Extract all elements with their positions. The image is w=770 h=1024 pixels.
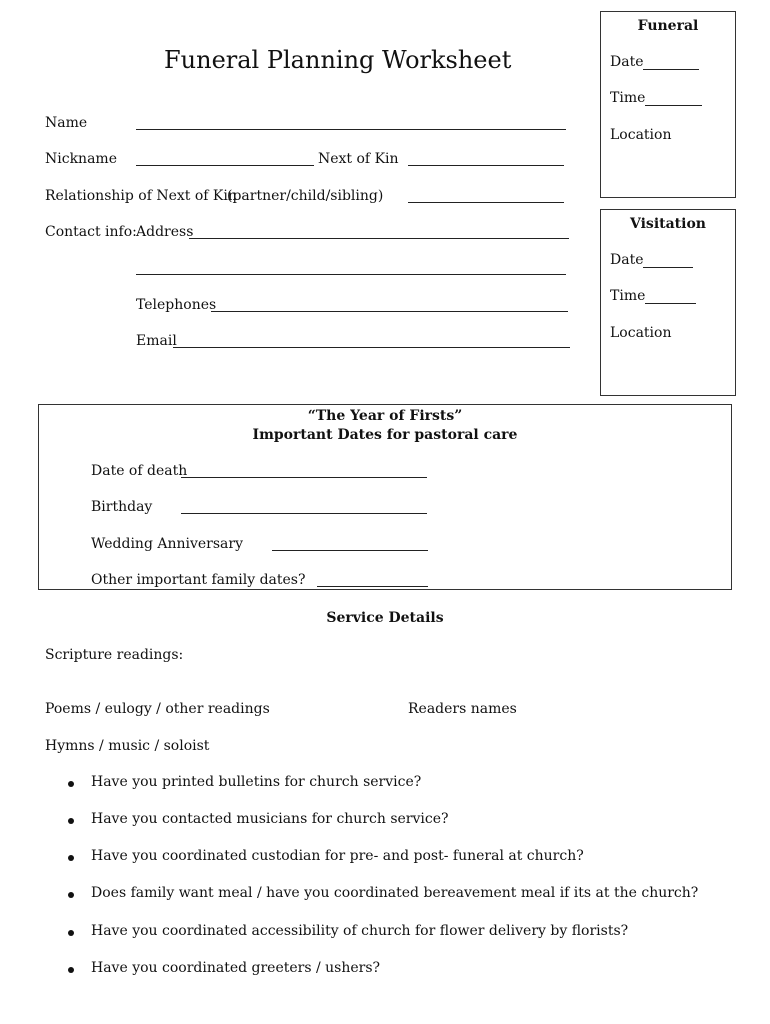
year-of-firsts-subheading: Important Dates for pastoral care	[252, 427, 518, 443]
bullet-icon	[68, 855, 74, 861]
other-dates-label: Other important family dates?	[91, 572, 306, 588]
email-field[interactable]	[173, 347, 570, 348]
relationship-hint: (partner/child/sibling)	[227, 188, 384, 204]
date-of-death-label: Date of death	[91, 463, 188, 479]
birthday-field[interactable]	[181, 513, 427, 514]
funeral-box	[600, 11, 736, 198]
telephones-field[interactable]	[211, 311, 568, 312]
year-of-firsts-heading: “The Year of Firsts”	[307, 408, 463, 424]
name-label: Name	[45, 115, 88, 131]
birthday-label: Birthday	[91, 499, 153, 515]
page-title: Funeral Planning Worksheet	[164, 46, 512, 74]
funeral-location-label: Location	[610, 127, 672, 143]
year-of-firsts-box	[38, 404, 732, 590]
checklist-item-meal: Does family want meal / have you coordinated bereavement meal if its at the church?	[91, 885, 699, 901]
bullet-icon	[68, 967, 74, 973]
nickname-field[interactable]	[136, 165, 314, 166]
telephones-label: Telephones	[136, 297, 217, 313]
visitation-time-field[interactable]	[645, 303, 696, 304]
readers-names-label: Readers names	[408, 701, 517, 717]
nickname-label: Nickname	[45, 151, 117, 167]
visitation-date-label: Date	[610, 252, 644, 268]
relationship-label: Relationship of Next of Kin	[45, 188, 237, 204]
checklist-item-flowers: Have you coordinated accessibility of church for flower delivery by florists?	[91, 923, 629, 939]
address-field-line-2[interactable]	[136, 274, 566, 275]
next-of-kin-label: Next of Kin	[318, 151, 399, 167]
scripture-readings-label: Scripture readings:	[45, 647, 184, 663]
visitation-time-label: Time	[610, 288, 646, 304]
checklist-item-musicians: Have you contacted musicians for church service?	[91, 811, 449, 827]
checklist-item-custodian: Have you coordinated custodian for pre- and post- funeral at church?	[91, 848, 584, 864]
poems-readings-label: Poems / eulogy / other readings	[45, 701, 270, 717]
email-label: Email	[136, 333, 177, 349]
other-dates-field[interactable]	[317, 586, 428, 587]
relationship-field[interactable]	[408, 202, 564, 203]
wedding-anniversary-field[interactable]	[272, 550, 428, 551]
funeral-date-label: Date	[610, 54, 644, 70]
visitation-heading: Visitation	[630, 216, 706, 232]
bullet-icon	[68, 892, 74, 898]
visitation-date-field[interactable]	[643, 267, 693, 268]
funeral-heading: Funeral	[637, 18, 699, 34]
contact-info-label: Contact info:	[45, 224, 137, 240]
visitation-location-label: Location	[610, 325, 672, 341]
funeral-time-label: Time	[610, 90, 646, 106]
date-of-death-field[interactable]	[181, 477, 427, 478]
service-details-heading: Service Details	[326, 610, 444, 626]
bullet-icon	[68, 818, 74, 824]
bullet-icon	[68, 781, 74, 787]
funeral-time-field[interactable]	[645, 105, 702, 106]
wedding-anniversary-label: Wedding Anniversary	[91, 536, 244, 552]
name-field[interactable]	[136, 129, 566, 130]
address-field[interactable]	[189, 238, 569, 239]
checklist-item-bulletins: Have you printed bulletins for church service?	[91, 774, 422, 790]
next-of-kin-field[interactable]	[408, 165, 564, 166]
bullet-icon	[68, 930, 74, 936]
funeral-date-field[interactable]	[643, 69, 699, 70]
address-label: Address	[136, 224, 194, 240]
checklist-item-greeters: Have you coordinated greeters / ushers?	[91, 960, 381, 976]
visitation-box	[600, 209, 736, 396]
hymns-music-label: Hymns / music / soloist	[45, 738, 210, 754]
